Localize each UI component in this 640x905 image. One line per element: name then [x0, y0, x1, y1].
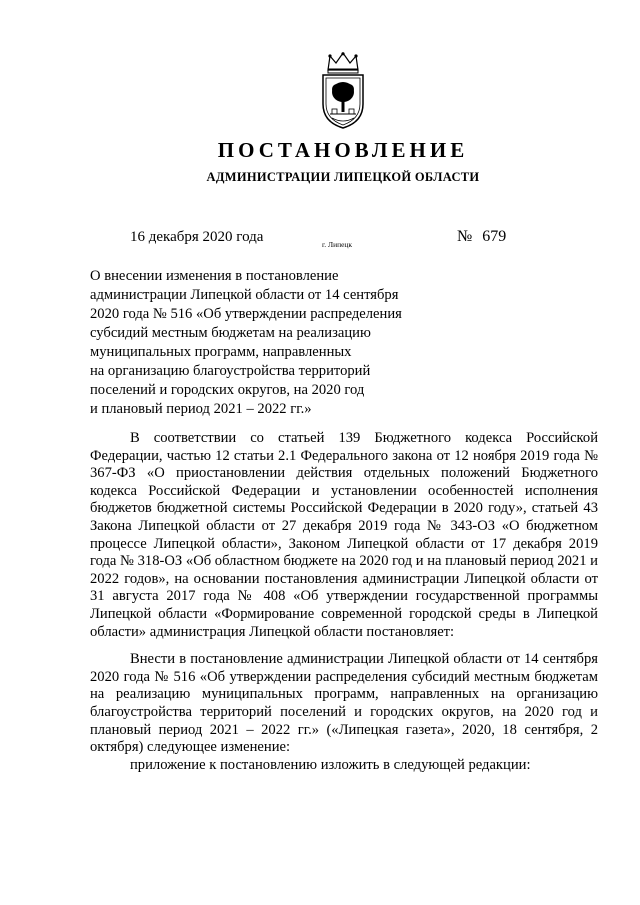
subject-line: 2020 года № 516 «Об утверждении распределения [90, 306, 402, 322]
lipetsk-coat-of-arms-icon [318, 52, 368, 130]
body-paragraph: приложение к постановлению изложить в следующей редакции: [130, 756, 531, 773]
document-body [90, 430, 598, 774]
subject-line: субсидий местным бюджетам на реализацию [90, 325, 371, 341]
subject-line: и плановый период 2021 – 2022 гг.» [90, 401, 312, 417]
subject-line: администрации Липецкой области от 14 сентября [90, 287, 399, 303]
document-subject [90, 267, 430, 419]
document-date: 16 декабря 2020 года [130, 229, 264, 245]
subject-line: О внесении изменения в постановление [90, 268, 339, 284]
subject-line: на организацию благоустройства территорий [90, 363, 371, 379]
document-title: ПОСТАНОВЛЕНИЕ [217, 138, 469, 162]
document-subtitle: АДМИНИСТРАЦИИ ЛИПЕЦКОЙ ОБЛАСТИ [206, 170, 480, 184]
body-paragraph: Внести в постановление администрации Липецкой области от 14 сентября 2020 года № 516 «Об утверждении распределения субсидий местным бюджетам на реализацию муниципальных программ, направленных на организацию благоустройства территорий поселений и городских округов, на 2020 год и плановый период 2021 – 2022 гг.» («Липецкая газета», 2020, 18 сентября, 2 октября) следующее изменение: [90, 651, 598, 756]
body-paragraph: В соответствии со статьей 139 Бюджетного кодекса Российской Федерации, частью 12 статьи 2.1 Федерального закона от 12 ноября 2019 года № 367-ФЗ «О приостановлении действия отдельных положений Бюджетного кодекса Российской Федерации и установлении особенностей исполнения бюджетов бюджетной системы Российской Федерации в 2020 году», статьей 43 Закона Липецкой области от 27 декабря 2019 года № 343-ОЗ «О бюджетном процессе Липецкой области», Законом Липецкой области от 17 декабря 2019 года № 318-ОЗ «Об областном бюджете на 2020 год и на плановый период 2021 и 2022 годов», на основании постановления администрации Липецкой области от 31 августа 2017 года № 408 «Об утверждении государственной программы Липецкой области «Формирование современной городской среды в Липецкой области» администрация Липецкой области постановляет: [90, 430, 598, 640]
subject-line: поселений и городских округов, на 2020 год [90, 382, 365, 398]
document-number: № 679 [457, 228, 507, 245]
subject-line: муниципальных программ, направленных [90, 344, 352, 360]
document-city: г. Липецк [322, 240, 353, 249]
